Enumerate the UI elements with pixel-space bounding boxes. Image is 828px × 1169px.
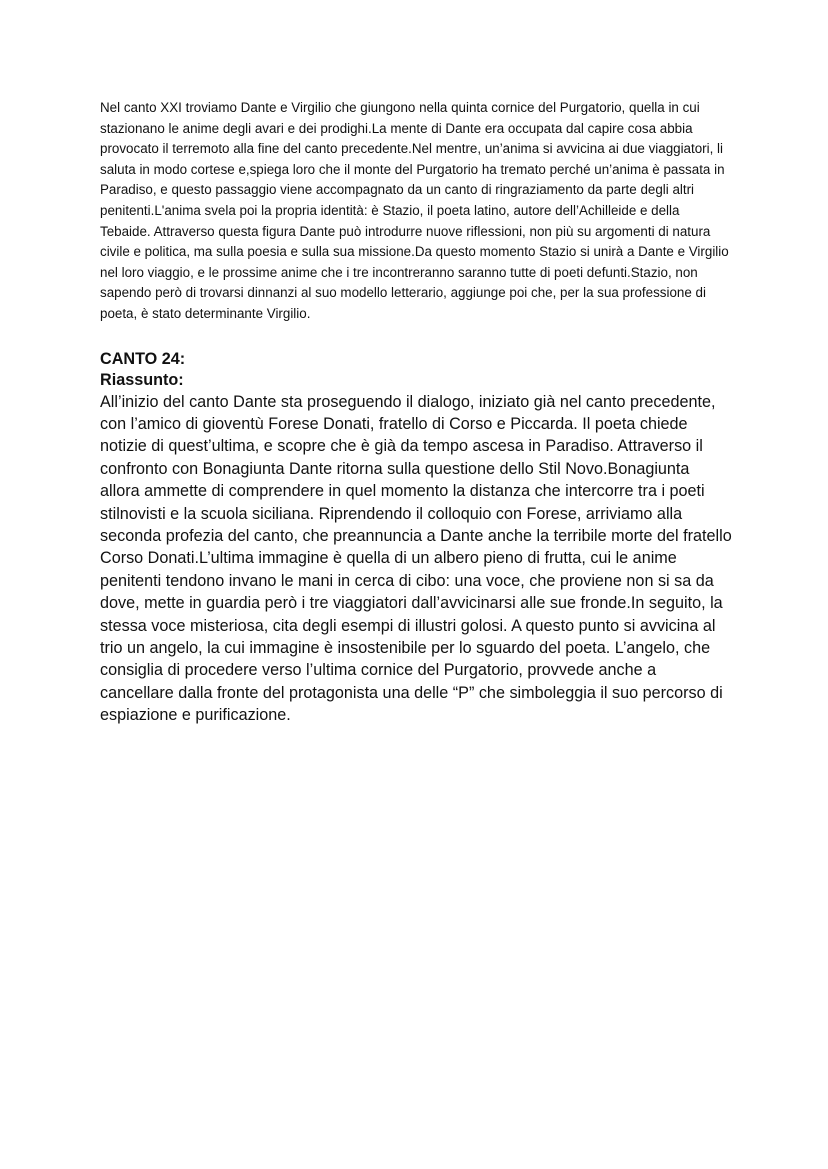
canto-heading: CANTO 24: <box>100 349 186 368</box>
intro-paragraph: Nel canto XXI troviamo Dante e Virgilio che giungono nella quinta cornice del Purgatorio, quella in cui stazionano le anime degli avari e dei prodighi.La mente di Dante era occupata dal capire cosa abbia provocato il terremoto alla fine del canto precedente.Nel mentre, un’anima si avvicina ai due viaggiatori, li saluta in modo cortese e,spiega loro che il monte del Purgatorio ha tremato perché un’anima è passata in Paradiso, e questo passaggio viene accompagnato da un canto di ringraziamento da parte degli altri penitenti.L'anima svela poi la propria identità: è Stazio, il poeta latino, autore dell’Achilleide e della Tebaide. Attraverso questa figura Dante può introdurre nuove riflessioni, non più su argomenti di natura civile e politica, ma sulla poesia e sulla sua missione.Da questo momento Stazio si unirà a Dante e Virgilio nel loro viaggio, e le prossime anime che i tre incontreranno saranno tutte di poeti defunti.Stazio, non sapendo però di trovarsi dinnanzi al suo modello letterario, aggiunge poi che, per la sua professione di poeta, è stato determinante Virgilio. <box>100 100 729 321</box>
summary-paragraph: All’inizio del canto Dante sta proseguendo il dialogo, iniziato già nel canto precedente, con l’amico di gioventù Forese Donati, fratello di Corso e Piccarda. Il poeta chiede notizie di quest’ultima, e scopre che è già da tempo ascesa in Paradiso. Attraverso il confronto con Bonagiunta Dante ritorna sulla questione dello Stil Novo.Bonagiunta allora ammette di comprendere in quel momento la distanza che intercorre tra i poeti stilnovisti e la scuola siciliana. Riprendendo il colloquio con Forese, arriviamo alla seconda profezia del canto, che preannuncia a Dante anche la terribile morte del fratello Corso Donati.L’ultima immagine è quella di un albero pieno di frutta, cui le anime penitenti tendono invano le mani in cerca di cibo: una voce, che proviene non si sa da dove, mette in guardia però i tre viaggiatori dall’avvicinarsi alle sue fronde.In seguito, la stessa voce misteriosa, cita degli esempi di illustri golosi. A questo punto si avvicina al trio un angelo, la cui immagine è insostenibile per lo sguardo del poeta. L’angelo, che consiglia di procedere verso l’ultima cornice del Purgatorio, provvede anche a cancellare dalla fronte del protagonista una delle “P” che simboleggia il suo percorso di espiazione e purificazione. <box>100 392 732 725</box>
page-content <box>100 98 732 727</box>
summary-heading: Riassunto: <box>100 370 184 389</box>
